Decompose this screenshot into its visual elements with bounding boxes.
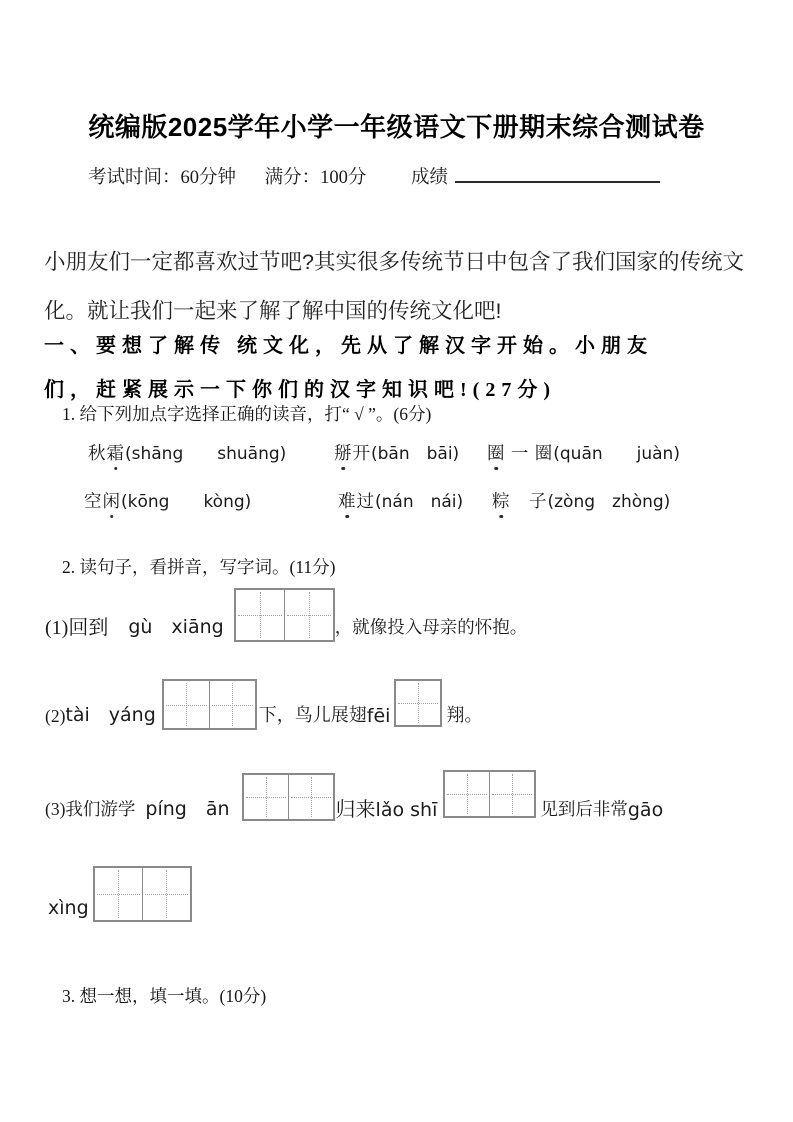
q1-pinyin-options[interactable]: (nán nái)	[375, 492, 464, 512]
intro-paragraph: 小朋友们一定都喜欢过节吧?其实很多传统节日中包含了我们国家的传统文化。就让我们一起来了解了解中国的传统文化吧!	[44, 249, 744, 323]
dotted-character: 闲	[103, 488, 122, 513]
writing-cell[interactable]	[285, 590, 333, 640]
exam-time-label: 考试时间：60分钟	[88, 168, 237, 188]
exam-meta-line	[88, 161, 660, 189]
q2-item2-line	[45, 679, 482, 730]
q1-pinyin-options[interactable]: (zòng zhòng)	[547, 492, 671, 512]
pinyin-hint: píng ān	[145, 798, 230, 820]
pinyin-hint: xìng	[48, 897, 89, 919]
pinyin-hint: tài yáng	[65, 704, 156, 726]
q2-item3-continuation-line	[48, 866, 192, 922]
writing-box[interactable]	[234, 588, 335, 642]
dotted-character: 粽	[492, 488, 511, 513]
writing-cell[interactable]	[95, 868, 143, 920]
question3-title: 3. 想一想，填一填。(10分)	[62, 986, 267, 1006]
section-one-heading-line1: 一、要想了解传 统文化，先从了解汉字开始。小朋友	[44, 335, 653, 357]
q2-item1-line	[45, 588, 527, 642]
dotted-character: 难	[338, 488, 357, 513]
q1-option-item[interactable]	[487, 439, 680, 465]
q1-word: 秋霜	[88, 443, 125, 463]
q1-word: 难过	[338, 491, 375, 511]
question2-title: 2. 读句子，看拼音，写字词。(11分)	[62, 557, 336, 577]
pinyin-hint: fēi	[366, 705, 391, 727]
q1-option-item[interactable]	[84, 487, 251, 513]
score-label: 成绩	[411, 168, 449, 188]
q1-option-item[interactable]	[338, 487, 463, 513]
q1-word: 粽 子	[492, 491, 548, 511]
q1-word: 掰开	[334, 443, 371, 463]
writing-box[interactable]	[443, 770, 536, 818]
q2-item3-number-and-text: (3)我们游学	[45, 799, 136, 819]
q1-option-item[interactable]	[334, 439, 459, 465]
question1-title: 1. 给下列加点字选择正确的读音，打“ √ ”。(6分)	[62, 404, 432, 424]
q1-pinyin-options[interactable]: (shāng shuāng)	[125, 444, 287, 464]
q1-option-item[interactable]	[492, 487, 670, 513]
score-blank-line[interactable]	[455, 161, 660, 183]
full-score-label: 满分：100分	[264, 168, 367, 188]
q1-pinyin-options[interactable]: (quān juàn)	[553, 444, 680, 464]
section-one-heading	[44, 324, 764, 412]
pinyin-hint: lǎo shī	[375, 799, 438, 821]
q2-item2-number: (2)	[45, 706, 66, 726]
writing-cell[interactable]	[289, 775, 333, 819]
writing-box[interactable]	[162, 679, 257, 730]
dotted-character: 掰	[334, 440, 353, 465]
writing-cell[interactable]	[490, 772, 534, 816]
writing-cell[interactable]	[143, 868, 190, 920]
page-title: 统编版2025学年小学一年级语文下册期末综合测试卷	[88, 112, 705, 143]
q2-item1-tail-text: ，就像投入母亲的怀抱。	[334, 617, 528, 637]
writing-box[interactable]	[93, 866, 192, 922]
writing-cell[interactable]	[244, 775, 289, 819]
q2-item2-tail-text: 翔。	[446, 705, 483, 725]
q1-pinyin-options[interactable]: (kōng kòng)	[121, 492, 252, 512]
q2-item3-line	[45, 770, 663, 824]
q2-item1-number-and-text: (1)回到	[45, 617, 109, 639]
writing-box[interactable]	[242, 773, 335, 821]
pinyin-hint: gāo	[627, 799, 664, 821]
writing-cell[interactable]	[210, 681, 255, 728]
dotted-character: 圈	[487, 440, 506, 465]
q1-pinyin-options[interactable]: (bān bāi)	[371, 444, 460, 464]
q1-option-item[interactable]	[88, 439, 286, 465]
writing-box[interactable]	[394, 679, 442, 727]
writing-cell[interactable]	[164, 681, 210, 728]
dotted-character: 霜	[107, 440, 126, 465]
writing-cell[interactable]	[445, 772, 490, 816]
section-one-heading-line2: 们，赶紧展示一下你们的汉字知识吧!(27分)	[44, 379, 556, 401]
q1-word: 空闲	[84, 491, 121, 511]
q2-item3-tail-text: 见到后非常	[540, 799, 628, 819]
q2-item2-mid-text: 下，鸟儿展翅	[258, 705, 367, 725]
q1-word: 圈 一 圈	[487, 443, 553, 463]
pinyin-hint: gù xiāng	[128, 616, 224, 638]
q2-item3-mid-text: 归来	[335, 799, 376, 821]
writing-cell[interactable]	[396, 681, 440, 725]
writing-cell[interactable]	[236, 590, 285, 640]
